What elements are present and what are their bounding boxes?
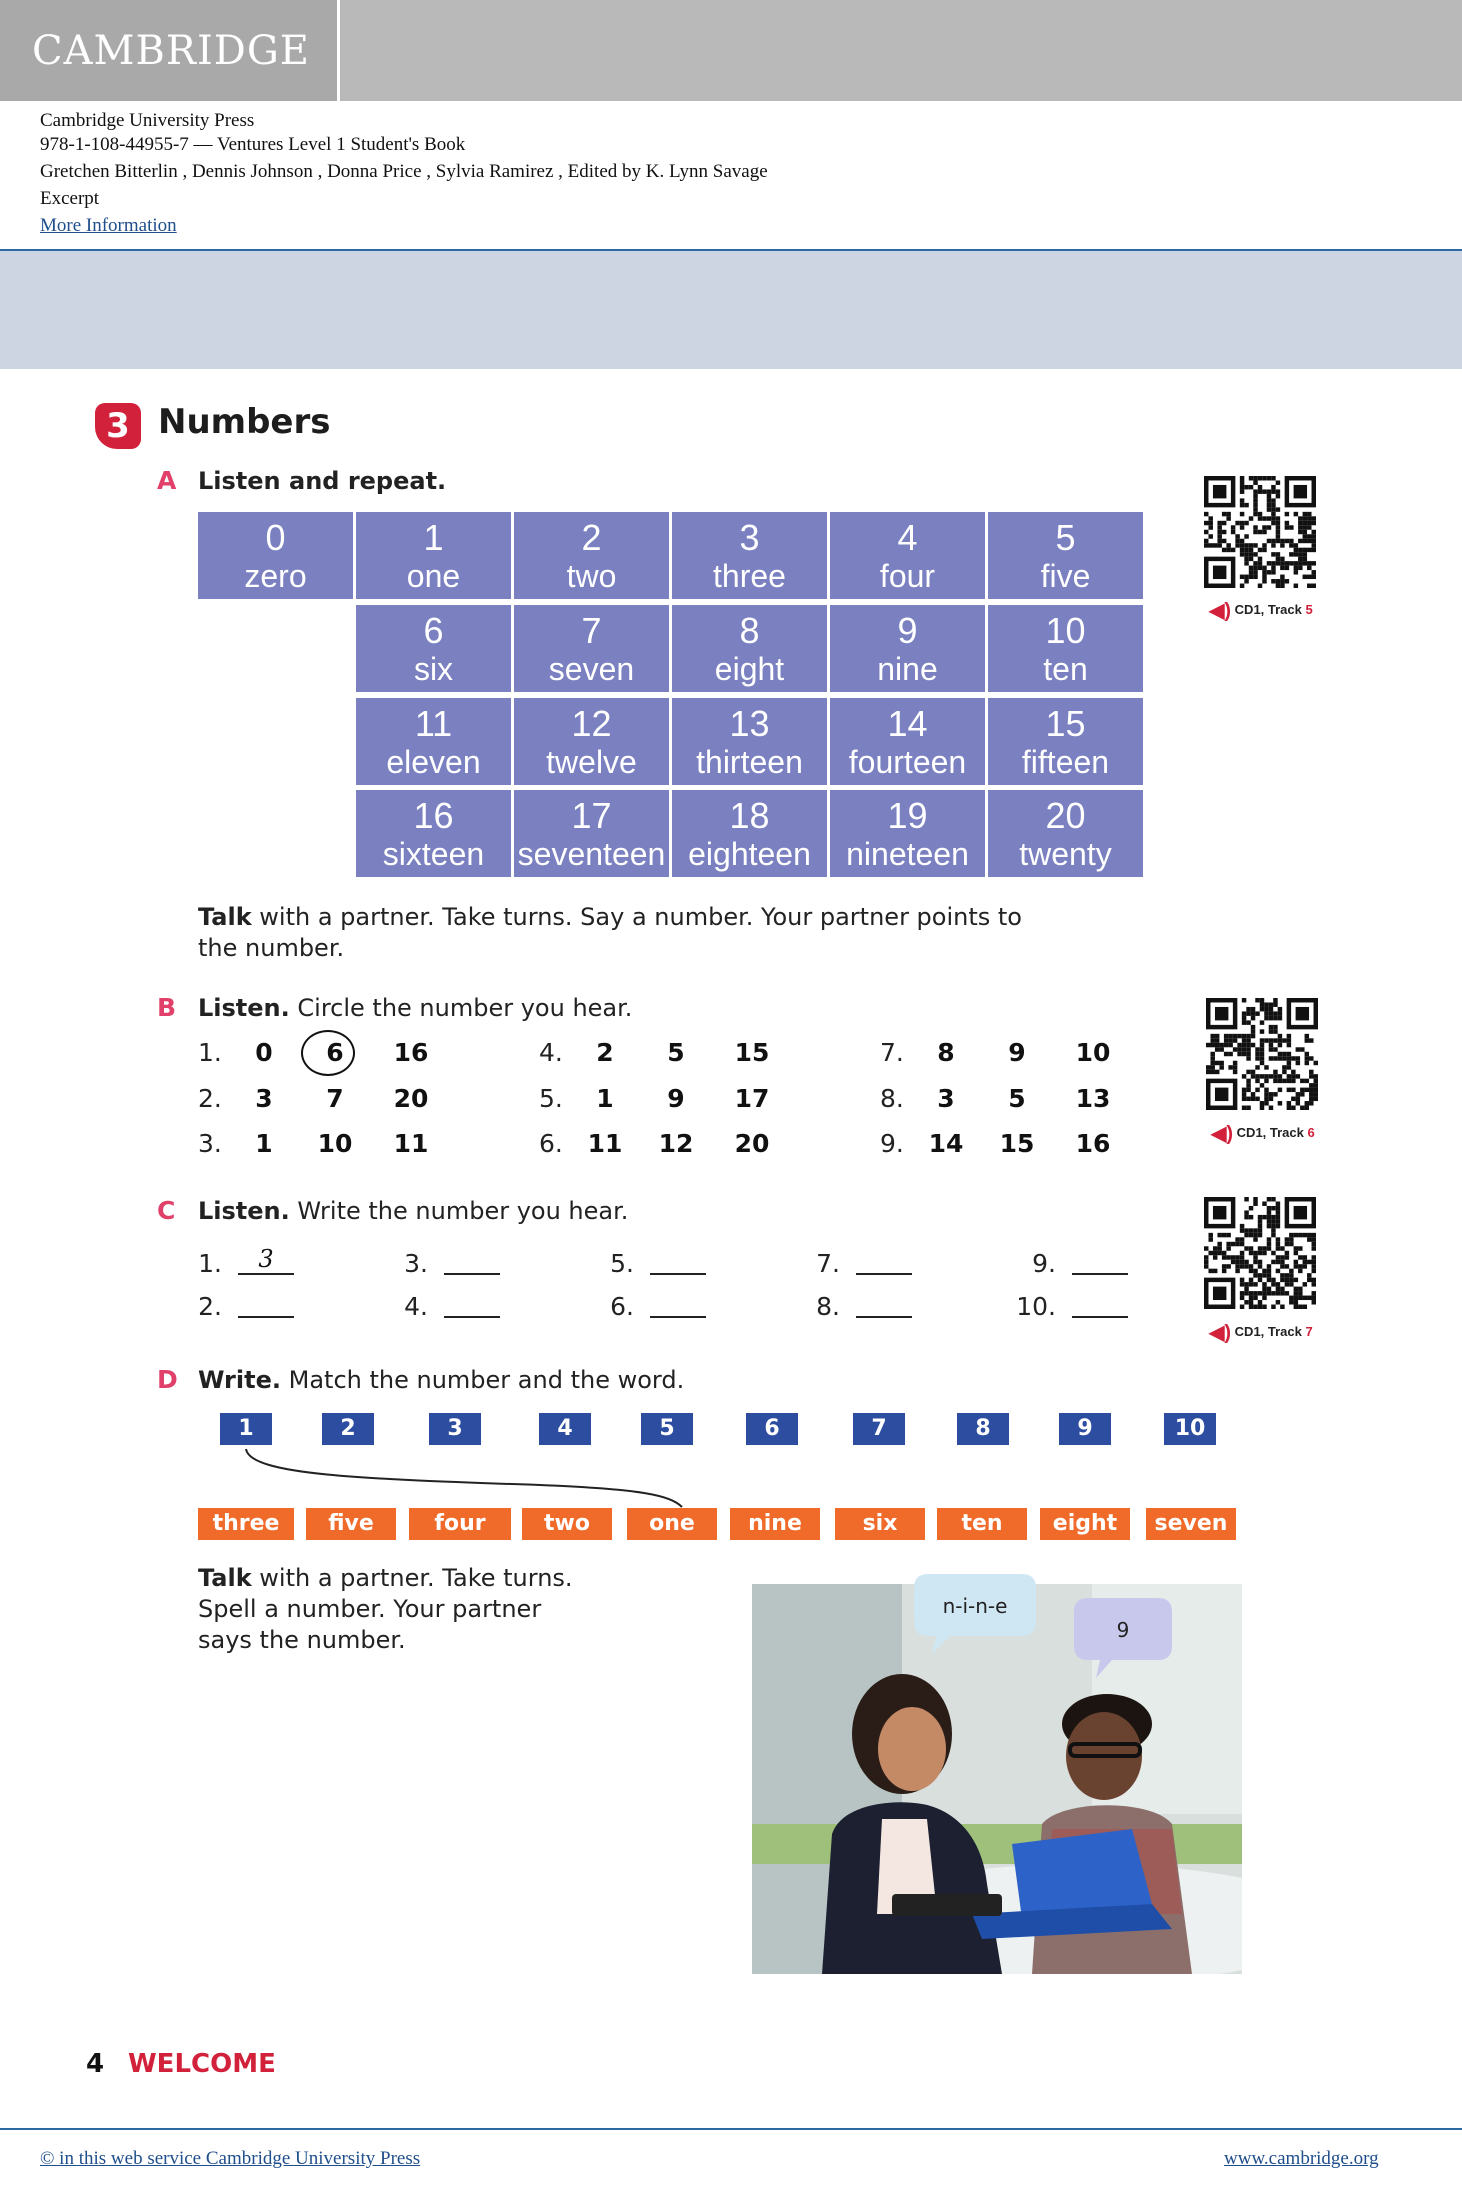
exercise-d-letter: D [157,1365,178,1394]
audio-label-track-5[interactable] [1209,598,1313,623]
number-box[interactable]: 8 [957,1413,1009,1445]
number-box[interactable]: 3 [429,1413,481,1445]
exercise-c-answer-field[interactable] [1072,1245,1128,1275]
number-cell [672,698,827,785]
number-digit: 3 [739,517,760,558]
exercise-c-item-label: 2. [198,1292,222,1321]
number-cell [672,790,827,877]
number-word: twelve [546,744,637,780]
number-box[interactable]: 10 [1164,1413,1216,1445]
number-digit: 20 [1045,795,1086,836]
exercise-a-letter: A [157,466,177,495]
audio-label-track-7[interactable] [1209,1320,1313,1345]
number-word: seventeen [517,836,666,872]
number-digit: 16 [413,795,454,836]
number-digit: 8 [739,610,760,651]
exercise-b-item-label: 4. [539,1038,563,1067]
exercise-c-answer-field[interactable] [444,1288,500,1318]
exercise-b-option[interactable]: 11 [587,1129,623,1158]
audio-prefix: CD1, Track [1236,1124,1308,1140]
exercise-c-item-label: 4. [404,1292,428,1321]
exercise-c-item-label: 7. [816,1249,840,1278]
exercise-c-item-label: 9. [1032,1249,1056,1278]
number-digit: 6 [423,610,444,651]
exercise-b-item-label: 6. [539,1129,563,1158]
number-cell [988,698,1143,785]
exercise-b-option[interactable]: 20 [734,1129,770,1158]
number-box[interactable]: 2 [322,1413,374,1445]
exercise-b-option[interactable]: 15 [999,1129,1035,1158]
number-cell [514,605,669,692]
exercise-c-answer-field[interactable] [650,1288,706,1318]
number-cell [988,790,1143,877]
exercise-b-item-label: 3. [198,1129,222,1158]
number-word: thirteen [696,744,803,780]
exercise-b-option[interactable]: 16 [1075,1129,1111,1158]
number-cell [830,605,985,692]
instruction-rest: Circle the number you hear. [289,994,633,1022]
exercise-b-item-label: 8. [880,1084,904,1113]
exercise-b-item-label: 2. [198,1084,222,1113]
exercise-b-option[interactable]: 2 [596,1038,614,1067]
authors-line: Gretchen Bitterlin , Dennis Johnson , Donna Price , Sylvia Ramirez , Edited by K. Lynn Savage [40,161,768,182]
bubble-right-text: 9 [1116,1618,1130,1642]
number-digit: 0 [265,517,286,558]
exercise-b-option[interactable]: 13 [1075,1084,1111,1113]
exercise-b-option[interactable]: 12 [658,1129,694,1158]
word-box[interactable]: two [522,1508,612,1540]
exercise-d-talk-line-1 [198,1564,573,1592]
exercise-b-option[interactable]: 15 [734,1038,770,1067]
number-cell [198,512,353,599]
number-digit: 9 [897,610,918,651]
number-cell [830,790,985,877]
exercise-b-instruction [198,994,632,1022]
exercise-b-item-label: 1. [198,1038,222,1067]
exercise-a-instruction: Listen and repeat. [198,467,447,495]
unit-name: WELCOME [128,2049,276,2079]
number-word: eighteen [688,836,811,872]
audio-track-number: 6 [1307,1124,1315,1140]
exercise-c-answer-field[interactable] [856,1288,912,1318]
number-word: six [413,651,454,687]
number-digit: 2 [581,517,602,558]
number-box[interactable]: 7 [853,1413,905,1445]
isbn-title-line: 978-1-108-44955-7 — Ventures Level 1 Student's Book [40,134,466,155]
exercise-b-option[interactable]: 7 [326,1084,344,1113]
number-box[interactable]: 6 [746,1413,798,1445]
publisher-line: Cambridge University Press [40,110,255,131]
number-word: fifteen [1021,744,1110,780]
number-digit: 15 [1045,703,1086,744]
number-digit: 11 [414,703,453,744]
exercise-a-talk-line-1 [198,903,1022,931]
number-cell [356,512,511,599]
exercise-b-option[interactable]: 11 [393,1129,429,1158]
number-cell [514,698,669,785]
exercise-b-option[interactable]: 10 [1075,1038,1111,1067]
number-word: seven [548,651,635,687]
number-word: eleven [386,744,481,780]
match-connector-line [240,1445,690,1515]
number-digit: 18 [729,795,770,836]
exercise-c-item-label: 1. [198,1249,222,1278]
number-cell [672,605,827,692]
number-cell [988,512,1143,599]
exercise-b-option[interactable]: 9 [1008,1038,1026,1067]
instruction-rest: Match the number and the word. [280,1366,685,1394]
number-cell [514,512,669,599]
speaker-icon: ◀) [1211,1123,1234,1145]
number-word: eight [714,651,785,687]
exercise-b-option[interactable]: 0 [255,1038,273,1067]
number-word: three [713,558,786,594]
page-banner [0,251,1462,369]
word-box[interactable]: six [835,1508,925,1540]
number-word: two [566,558,617,594]
section-number-badge: 3 [95,403,141,449]
number-digit: 13 [729,703,770,744]
page-number: 4 [86,2049,105,2079]
number-word: zero [244,558,307,594]
word-box[interactable]: three [198,1508,294,1540]
exercise-c-answer-field[interactable] [238,1288,294,1318]
website-link[interactable]: www.cambridge.org [1224,2148,1379,2169]
exercise-c-answer-field[interactable] [650,1245,706,1275]
exercise-c-answer-field[interactable] [856,1245,912,1275]
footer-divider [0,2128,1462,2130]
word-box[interactable]: four [409,1508,511,1540]
word-box[interactable]: five [306,1508,396,1540]
number-word: five [1040,558,1091,594]
bubble-left-text: n-i-n-e [942,1594,1008,1618]
speaker-icon: ◀) [1209,1322,1232,1344]
exercise-b-item-label: 7. [880,1038,904,1067]
talk-text: with a partner. Take turns. Say a number. Your partner points to [251,903,1022,931]
exercise-b-item-label: 5. [539,1084,563,1113]
number-word: one [406,558,461,594]
number-digit: 1 [423,517,444,558]
number-box[interactable]: 4 [539,1413,591,1445]
instruction-bold: Write. [198,1366,281,1394]
exercise-c-letter: C [157,1196,176,1225]
number-box[interactable]: 5 [641,1413,693,1445]
exercise-c-item-label: 6. [610,1292,634,1321]
word-box[interactable]: seven [1146,1508,1236,1540]
number-cell [830,512,985,599]
word-box[interactable]: one [627,1508,717,1540]
exercise-b-option[interactable]: 3 [937,1084,955,1113]
exercise-c-item-label: 8. [816,1292,840,1321]
number-digit: 7 [581,610,602,651]
exercise-b-option[interactable]: 10 [317,1129,353,1158]
section-title: Numbers [158,402,331,442]
exercise-a-talk-line-2: the number. [198,934,345,962]
number-digit: 5 [1055,517,1076,558]
number-digit: 17 [571,795,612,836]
exercise-b-item-label: 9. [880,1129,904,1158]
exercise-d-talk-line-2: Spell a number. Your partner [198,1595,542,1623]
exercise-b-option[interactable]: 1 [596,1084,614,1113]
number-digit: 4 [897,517,918,558]
number-digit: 12 [571,703,612,744]
audio-label-track-6[interactable] [1211,1121,1315,1146]
number-digit: 14 [887,703,928,744]
word-box[interactable]: eight [1040,1508,1130,1540]
instruction-bold: Listen. [198,1197,290,1225]
copyright-link[interactable]: © in this web service Cambridge University Press [40,2148,421,2169]
exercise-c-item-label: 5. [610,1249,634,1278]
number-word: ten [1043,651,1088,687]
number-cell [672,512,827,599]
number-cell [830,698,985,785]
number-word: sixteen [382,836,485,872]
number-cell [988,605,1143,692]
exercise-b-option[interactable]: 6 [326,1038,344,1067]
audio-prefix: CD1, Track [1234,1323,1306,1339]
exercise-d-talk-line-3: says the number. [198,1626,406,1654]
exercise-b-option[interactable]: 17 [734,1084,770,1113]
number-cell [356,790,511,877]
number-word: nineteen [846,836,969,872]
exercise-b-option[interactable]: 20 [393,1084,429,1113]
speaker-icon: ◀) [1209,600,1232,622]
exercise-b-letter: B [157,993,177,1022]
exercise-b-option[interactable]: 3 [255,1084,273,1113]
audio-track-number: 7 [1305,1323,1313,1339]
exercise-c-item-label: 10. [1016,1292,1056,1321]
exercise-b-option[interactable]: 8 [937,1038,955,1067]
exercise-c-answer-field[interactable] [1072,1288,1128,1318]
exercise-b-option[interactable]: 5 [667,1038,685,1067]
exercise-b-option[interactable]: 5 [1008,1084,1026,1113]
word-box[interactable]: nine [730,1508,820,1540]
exercise-d-instruction [198,1366,684,1394]
number-word: fourteen [848,744,967,780]
number-box[interactable]: 9 [1059,1413,1111,1445]
number-digit: 19 [887,795,928,836]
more-information-link[interactable] [40,215,177,237]
talk-label: Talk [198,1564,252,1592]
number-digit: 10 [1045,610,1086,651]
exercise-c-answer-field[interactable]: 3 [238,1245,294,1275]
number-cell [356,605,511,692]
exercise-b-option[interactable]: 1 [255,1129,273,1158]
qr-code-track-5[interactable] [1204,476,1316,588]
talk-label: Talk [198,903,252,931]
cambridge-logo: CAMBRIDGE [32,28,310,74]
exercise-c-answer-field[interactable] [444,1245,500,1275]
number-word: twenty [1019,836,1112,872]
audio-track-number: 5 [1305,601,1313,617]
exercise-b-option[interactable]: 16 [393,1038,429,1067]
excerpt-line: Excerpt [40,188,100,209]
number-word: four [879,558,936,594]
number-word: nine [877,651,938,687]
word-box[interactable]: ten [937,1508,1027,1540]
instruction-bold: Listen. [198,994,290,1022]
qr-code-track-7[interactable] [1204,1197,1316,1309]
number-cell [514,790,669,877]
more-information-text[interactable]: More Information [40,215,177,236]
exercise-c-item-label: 3. [404,1249,428,1278]
qr-code-track-6[interactable] [1206,998,1318,1110]
exercise-c-instruction [198,1197,628,1225]
talk-text: with a partner. Take turns. [251,1564,573,1592]
audio-prefix: CD1, Track [1234,601,1306,617]
number-box[interactable]: 1 [220,1413,272,1445]
exercise-b-option[interactable]: 9 [667,1084,685,1113]
instruction-rest: Write the number you hear. [289,1197,629,1225]
exercise-b-option[interactable]: 14 [928,1129,964,1158]
circled-answer [301,1030,355,1076]
number-cell [356,698,511,785]
